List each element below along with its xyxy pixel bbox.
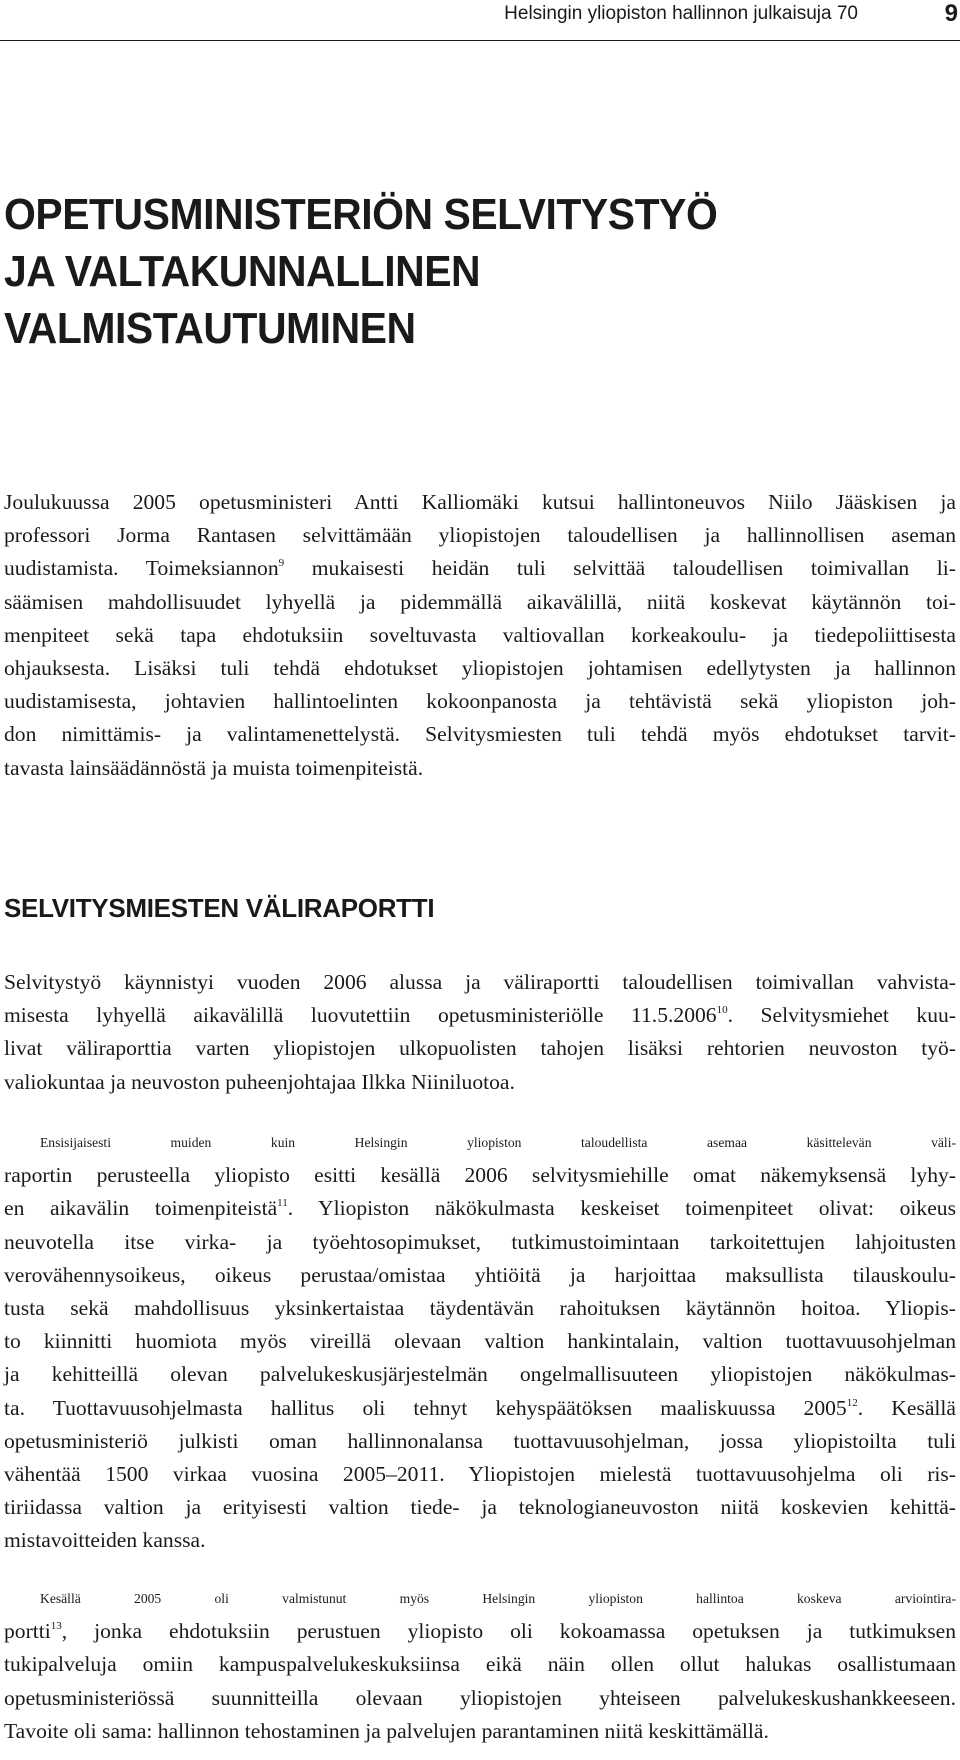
text-line: Tavoite oli sama: hallinnon tehostaminen ja palvelujen parantaminen niitä keskittämällä. bbox=[4, 1718, 769, 1743]
text-segment: en aikavälin toimenpiteistä bbox=[4, 1196, 278, 1221]
chapter-title-line: OPETUSMINISTERIÖN SELVITYSTYÖ bbox=[4, 190, 718, 239]
text-line: livat väliraporttia varten yliopistojen ulkopuolisten tahojen lisäksi rehtorien neuvoston työ- bbox=[4, 1036, 956, 1061]
text-line: valiokuntaa ja neuvoston puheenjohtajaa Ilkka Niiniluotoa. bbox=[4, 1069, 515, 1094]
text-line: vähentää 1500 virkaa vuosina 2005–2011. Yliopistojen mielestä tuottavuusohjelma oli ris- bbox=[4, 1462, 956, 1487]
footnote-ref-12: 12 bbox=[846, 1396, 858, 1409]
text-segment: misesta lyhyellä aikavälillä luovutettiin opetusministeriölle 11.5.2006 bbox=[4, 1003, 717, 1028]
page-number: 9 bbox=[944, 0, 958, 27]
footnote-ref-11: 11 bbox=[277, 1197, 288, 1210]
text-line: Kesällä 2005 oli valmistunut myös Helsingin yliopiston hallintoa koskeva arviointira- bbox=[40, 1591, 956, 1606]
text-line bbox=[4, 1615, 956, 1648]
text-segment: , jonka ehdotuksiin perustuen yliopisto oli kokoamassa opetuksen ja tutkimuksen bbox=[61, 1619, 956, 1644]
section-paragraph-2 bbox=[4, 1126, 956, 1558]
text-line bbox=[4, 999, 956, 1032]
text-line: Joulukuussa 2005 opetusministeri Antti Kalliomäki kutsui hallintoneuvos Niilo Jääskisen ja bbox=[4, 490, 956, 514]
text-line: opetusministeriössä suunnitteilla olevaan yliopistojen yhteiseen palvelukeskushankkeeseen. bbox=[4, 1685, 956, 1710]
text-line: ohjauksesta. Lisäksi tuli tehdä ehdotukset yliopistojen johtamisen edellytysten ja hallinnon bbox=[4, 656, 956, 681]
text-line: to kiinnitti huomiota myös vireillä olevaan valtion hankintalain, valtion tuottavuusohjelman bbox=[4, 1329, 956, 1354]
chapter-title-line: JA VALTAKUNNALLINEN bbox=[4, 247, 481, 296]
text-line: tiriidassa valtion ja erityisesti valtion tiede- ja teknologianeuvoston niitä koskevien kehittä- bbox=[4, 1495, 956, 1520]
text-segment: . Kesällä bbox=[857, 1395, 956, 1420]
footnote-ref-9: 9 bbox=[278, 557, 285, 570]
intro-paragraph bbox=[4, 486, 956, 785]
text-line: neuvotella itse virka- ja työehtosopimukset, tutkimustoimintaan tarkoitettujen lahjoitusten bbox=[4, 1229, 956, 1254]
text-segment: mukaisesti heidän tuli selvittää taloudellisen toimivallan li- bbox=[284, 556, 956, 581]
text-segment: ta. Tuottavuusohjelmasta hallitus oli tehnyt kehyspäätöksen maaliskuussa 2005 bbox=[4, 1395, 847, 1420]
text-line: professori Jorma Rantasen selvittämään yliopistojen taloudellisen ja hallinnollisen aseman bbox=[4, 523, 956, 548]
text-line: tavasta lainsäädännöstä ja muista toimenpiteistä. bbox=[4, 755, 424, 780]
chapter-title-line: VALMISTAUTUMINEN bbox=[4, 304, 416, 353]
text-segment: . Selvitysmiehet kuu- bbox=[727, 1003, 956, 1028]
section-paragraph-3 bbox=[4, 1582, 956, 1748]
text-line: uudistamisesta, johtavien hallintoelinten kokoonpanosta ja tehtävistä sekä yliopiston joh- bbox=[4, 689, 956, 714]
text-line: mistavoitteiden kanssa. bbox=[4, 1528, 206, 1553]
chapter-title bbox=[4, 186, 717, 357]
text-line: menpiteet sekä tapa ehdotuksiin soveltuvasta valtiovallan korkeakoulu- ja tiedepoliittisesta bbox=[4, 622, 956, 647]
text-line: don nimittämis- ja valintamenettelystä. Selvitysmiesten tuli tehdä myös ehdotukset tarvit- bbox=[4, 722, 956, 747]
section-heading: SELVITYSMIESTEN VÄLIRAPORTTI bbox=[4, 893, 435, 923]
text-line: tusta sekä mahdollisuus yksinkertaistaa täydentävän rahoituksen käytännön hoitoa. Yliopis- bbox=[4, 1296, 956, 1321]
footnote-ref-10: 10 bbox=[716, 1004, 728, 1017]
text-line: Selvitystyö käynnistyi vuoden 2006 alussa ja väliraportti taloudellisen toimivallan vahvista- bbox=[4, 970, 956, 994]
text-line: tukipalveluja omiin kampuspalvelukeskuksiinsa eikä näin ollen ollut halukas osallistumaan bbox=[4, 1652, 956, 1677]
text-line bbox=[4, 1392, 956, 1425]
text-line: raportin perusteella yliopisto esitti kesällä 2006 selvitysmiehille omat näkemyksensä lyhy- bbox=[4, 1163, 956, 1188]
text-segment: uudistamista. Toimeksiannon bbox=[4, 556, 279, 581]
publication-title: Helsingin yliopiston hallinnon julkaisuja 70 bbox=[504, 3, 858, 24]
text-line bbox=[4, 552, 956, 585]
text-segment: . Yliopiston näkökulmasta keskeiset toimenpiteet olivat: oikeus bbox=[287, 1196, 956, 1221]
text-segment: portti bbox=[4, 1619, 51, 1644]
text-line: säämisen mahdollisuudet lyhyellä ja pidemmällä aikavälillä, niitä koskevat käytännön toi- bbox=[4, 589, 956, 614]
text-line: ja kehitteillä olevan palvelukeskusjärjestelmän ongelmallisuuteen yliopistojen näkökulmas- bbox=[4, 1362, 956, 1387]
text-line bbox=[4, 1192, 956, 1225]
running-header bbox=[0, 0, 960, 41]
section-paragraph-1 bbox=[4, 966, 956, 1099]
text-line: verovähennysoikeus, oikeus perustaa/omistaa yhtiöitä ja harjoittaa maksullista tilauskoulu- bbox=[4, 1262, 956, 1287]
footnote-ref-13: 13 bbox=[50, 1620, 62, 1633]
text-line: opetusministeriö julkisti oman hallinnonalansa tuottavuusohjelman, jossa yliopistoilta tuli bbox=[4, 1428, 956, 1453]
text-line: Ensisijaisesti muiden kuin Helsingin yliopiston taloudellista asemaa käsittelevän väli- bbox=[40, 1135, 956, 1150]
